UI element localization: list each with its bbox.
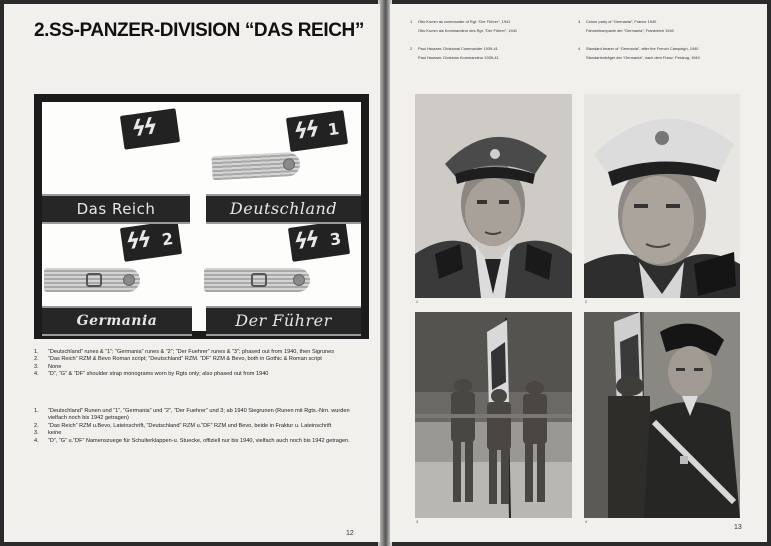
caption-2: 2 Paul Hausser, Divisional Commander 1939-41 Paul Hausser, Divisions Kommandeur 1939-41 bbox=[410, 46, 499, 60]
page-title: 2.SS-PANZER-DIVISION “DAS REICH” bbox=[34, 20, 364, 41]
photo-otto-kumm bbox=[415, 94, 572, 298]
collar-tab-runes-3: ϟϟ 3 bbox=[288, 220, 350, 262]
shoulder-strap-plain bbox=[211, 152, 300, 181]
photo-colour-party bbox=[415, 312, 572, 518]
caption-english: 1. “Deutschland” runes & “1”; “Germania” runes & “2”; “Der Fuehrer” runes & “3”; phased out from 1940, then Sigrunes 2. “Das Reich” RZM & Bevo Roman script; “Deutschland” RZM. “DF” RZM & Bevo, both in Gothic & Roman script 3. None 4. “D”, “G” & “DF” shoulder strap monograms worn by Rgts only; also phased out from 1940 bbox=[34, 349, 335, 378]
photo-number-1: 1 bbox=[416, 300, 418, 304]
caption-1: 1 Otto Kumm as commander of Rgt. “Der Führer”, 1941 Otto Kumm als Kommandeur des Rgt. “Der Führer”, 1941 bbox=[410, 19, 518, 33]
shoulder-strap-monogram-df bbox=[204, 268, 310, 292]
cuffband-germania: Germania bbox=[42, 306, 192, 336]
photo-number-2: 2 bbox=[585, 300, 587, 304]
shoulder-strap-monogram bbox=[44, 268, 140, 292]
caption-4: 4 Standard bearer of “Germania”, after the French Campaign, 1940 Standartenträger der “Germania”, nach dem Franz. Feldzug, 1940 bbox=[578, 46, 700, 60]
insignia-plate bbox=[34, 94, 369, 339]
photo-number-3: 3 bbox=[416, 520, 418, 524]
page-number-left: 12 bbox=[346, 530, 354, 537]
cuffband-deutschland: Deutschland bbox=[206, 194, 361, 224]
caption-german: 1. “Deutschland” Runen und “1”, “Germania” und “2”, “Der Fuehrer” und 3; ab 1940 Siegrunen (Runen mit Rgts.-Nrn. wurden vielfach noch bis 1942 getragen) 2. “Das Reich” RZM u.Bevo, Lateinschrift, “Deutschland” RZM u.“DF” RZM und Bevo, beide in Fraktur u. Lateinschrift 3. keine 4. “D”, “G” u.“DF” Namenszuege für Schulterklappen-u. Stuecke, offiziell nur bis 1940, vielfach auch noch bis 1942 getragen. bbox=[34, 408, 350, 444]
page-number-right: 13 bbox=[734, 524, 742, 531]
collar-tab-runes-2: ϟϟ 2 bbox=[120, 220, 182, 262]
left-page bbox=[4, 4, 380, 542]
caption-3: 3 Colour party of “Germania”, France 1940 Fahnenkompanie der “Germania”, Frankreich 1940 bbox=[578, 19, 674, 33]
right-page bbox=[390, 4, 767, 542]
photo-paul-hausser bbox=[584, 94, 740, 298]
photo-number-4: 4 bbox=[585, 520, 587, 524]
photo-standard-bearer bbox=[584, 312, 740, 518]
cuffband-das-reich: Das Reich bbox=[42, 194, 190, 224]
collar-tab-runes: ϟϟ bbox=[120, 108, 180, 149]
collar-tab-runes-1: ϟϟ 1 bbox=[286, 110, 348, 152]
cuffband-der-fuehrer: Der Führer bbox=[206, 306, 361, 336]
